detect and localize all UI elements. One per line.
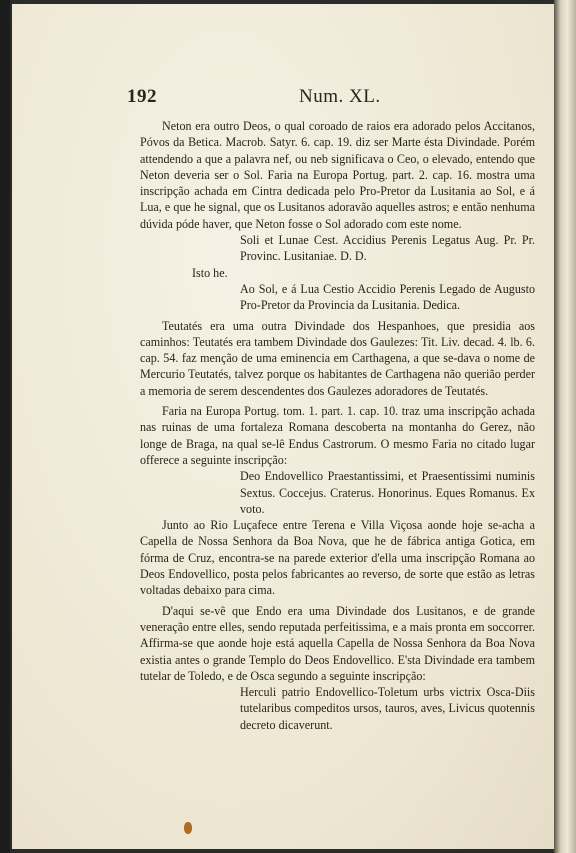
- page-number: 192: [127, 86, 157, 107]
- translation-intro: Isto he.: [192, 265, 228, 280]
- running-title: Num. XL.: [299, 86, 381, 107]
- latin-inscription-endovellico: Deo Endovellico Praestantissimi, et Praesentissimi numinis Sextus. Coccejus. Craterus. Honorinus. Eques Romanus. Ex voto.: [240, 469, 535, 516]
- paragraph-teutates: Teutatés era uma outra Divindade dos Hespanhoes, que presidia aos caminhos: Teutatés era tambem Divindade dos Gaulezes: Tit. Liv. decad. 4. lb. 6. cap. 54. faz menção de uma eminencia em Carthagena, a que se-dava o nome de Mercurio Teutatés, talvez porque os habitantes de Carthagena não querião perder a memoria de serem descendentes dos Gaulezes adoradores de Teutatés.: [140, 318, 535, 398]
- book-page: [12, 4, 554, 849]
- scan-background-left: [0, 0, 10, 853]
- page-mark: [184, 822, 192, 834]
- paragraph-endo: D'aqui se-vê que Endo era uma Divindade dos Lusitanos, e de grande veneração entre elles, sendo reputada perfeitissima, e a mais pronta em soccorrer. Affirma-se que aonde hoje está aquella Capella de Nossa Senhora da Boa Nova existia antes o grande Templo do Deos Endovellico. E'sta Divindade era tambem tutelar de Toledo, e de Osca segundo a seguinte inscripção:: [140, 603, 535, 683]
- adjacent-page-edge: [554, 0, 576, 853]
- paragraph-lucafece: Junto ao Rio Luçafece entre Terena e Villa Viçosa aonde hoje se-acha a Capella de Nossa Senhora da Boa Nova, que he de fábrica antiga Gotica, em fórma de Cruz, encontra-se na parede exterior d'ella uma inscripção Romana ao Deos Endovellico, posta pelos fabricantes ao reverso, de sorte que estão as letras voltadas debaixo para cima.: [140, 518, 535, 598]
- latin-inscription-sol-lua: Soli et Lunae Cest. Accidius Perenis Legatus Aug. Pr. Pr. Provinc. Lusitaniae. D. D.: [240, 233, 535, 264]
- paragraph-neton: Neton era outro Deos, o qual coroado de raios era adorado pelos Accitanos, Póvos da Betica. Macrob. Satyr. 6. cap. 19. diz ser Marte ésta Divindade. Porém attendendo a que a palavra nef, ou neb significava o Ceo, o elevado, entendo que Neton deveria ser o Sol. Faria na Europa Portug. part. 2. cap. 16. mostra uma inscripção achada em Cintra dedicada pelo Pro-Pretor da Lusitania ao Sol, e á Lua, e que he signal, que os Lusitanos adoravão aquelles astros; e então nenhuma dúvida póde haver, que Neton fosse o Sol adorado com este nome.: [140, 119, 535, 231]
- page-header: [127, 86, 537, 110]
- portuguese-translation-sol-lua: Ao Sol, e á Lua Cestio Accidio Perenis Legado de Augusto Pro-Pretor da Provincia da Lusitania. Dedica.: [240, 281, 535, 313]
- paragraph-faria-gerez: Faria na Europa Portug. tom. 1. part. 1. cap. 10. traz uma inscripção achada nas ruinas de uma fortaleza Romana descoberta na montanha do Gerez, não longe de Braga, na qual se-lê Endus Castrorum. O mesmo Faria no citado lugar offerece a seguinte inscripção:: [140, 404, 535, 467]
- latin-inscription-herculi: Herculi patrio Endovellico-Toletum urbs victrix Osca-Diis tutelaribus compeditos ursos, tauros, aves, Livicus quotennis decreto dicaverunt.: [240, 685, 535, 732]
- body-text: [140, 118, 535, 733]
